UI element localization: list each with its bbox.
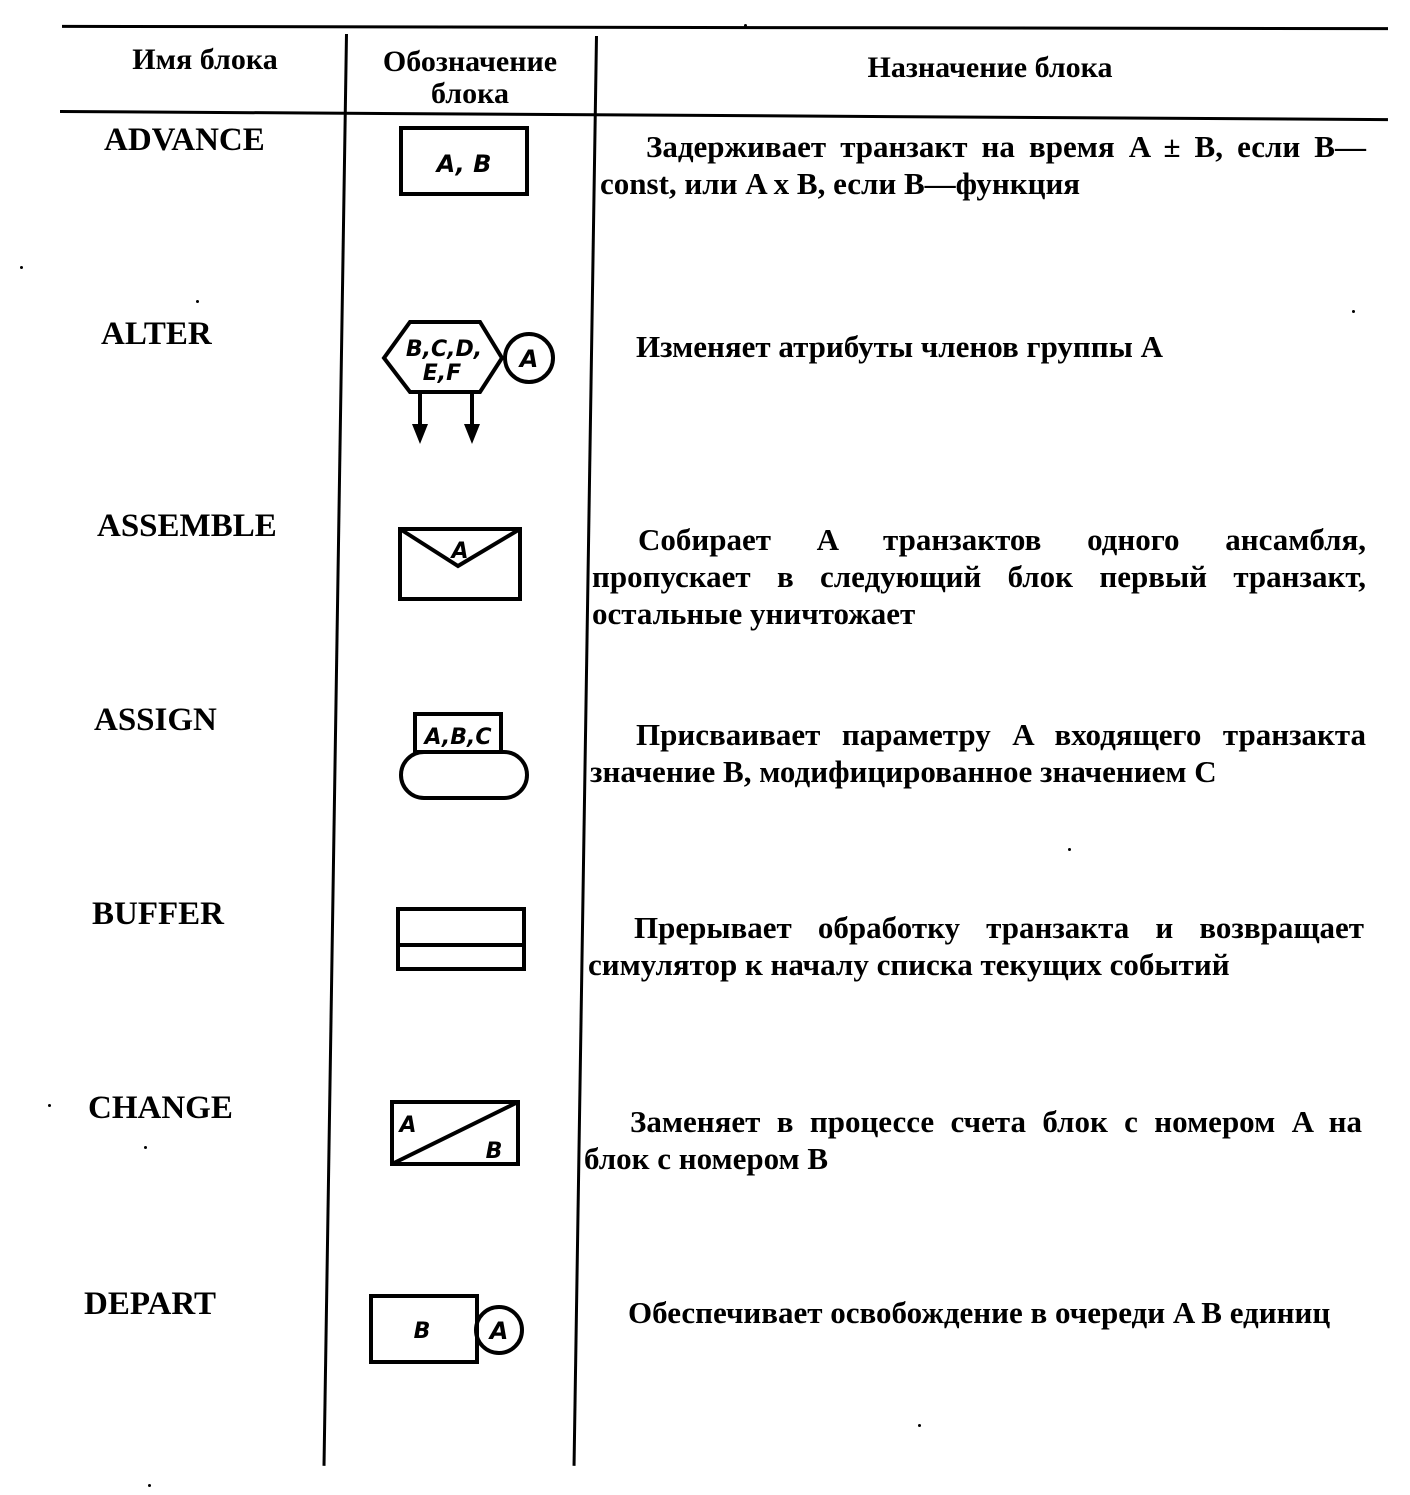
- block-desc-buffer: Прерывает обработку транзакта и возвращает симулятор к началу списка текущих событий: [588, 910, 1364, 982]
- alter-symbol-label-bottom: E,F: [422, 361, 462, 386]
- advance-symbol-label: A, B: [436, 150, 492, 178]
- header-block-name: Имя блока: [132, 43, 278, 76]
- scan-speck: [48, 1104, 51, 1107]
- block-name-buffer: BUFFER: [92, 896, 224, 932]
- scan-speck: [1352, 310, 1355, 313]
- header-rule: [60, 110, 1388, 121]
- alter-symbol: [378, 316, 568, 451]
- buffer-symbol: [392, 904, 532, 976]
- assign-symbol: [395, 708, 535, 804]
- scan-speck: [1068, 848, 1071, 851]
- block-desc-assign: Присваивает параметру A входящего транзакта значение B, модифицированное значением C: [590, 717, 1366, 789]
- block-desc-advance: Задерживает транзакт на время A ± B, если B—const, или A x B, если B—функция: [600, 129, 1366, 201]
- column-divider-1: [323, 34, 348, 1466]
- alter-symbol-label-top: B,C,D,: [405, 337, 483, 362]
- header-block-purpose: Назначение блока: [867, 51, 1113, 84]
- block-name-change: CHANGE: [88, 1090, 233, 1126]
- top-rule: [62, 25, 1388, 30]
- depart-symbol: [366, 1290, 536, 1370]
- scan-speck: [196, 300, 199, 303]
- depart-symbol-group-label: A: [489, 1317, 509, 1345]
- advance-symbol: [395, 124, 535, 204]
- block-name-assemble: ASSEMBLE: [97, 508, 277, 544]
- scan-speck: [744, 24, 747, 27]
- change-symbol-label-b: B: [485, 1139, 503, 1164]
- depart-symbol-label: B: [413, 1319, 431, 1344]
- assign-symbol-label: A,B,C: [424, 725, 492, 750]
- change-symbol: [386, 1096, 526, 1172]
- block-name-depart: DEPART: [84, 1286, 217, 1322]
- assemble-symbol: [396, 524, 526, 606]
- block-desc-alter: Изменяет атрибуты членов группы A: [636, 329, 1163, 364]
- header-block-symbol: Обозначение блока: [382, 45, 558, 110]
- assemble-symbol-label: A: [451, 539, 469, 564]
- block-name-assign: ASSIGN: [94, 702, 217, 738]
- block-desc-assemble: Собирает A транзактов одного ансамбля, пропускает в следующий блок первый транзакт, остальные уничтожает: [592, 522, 1366, 631]
- scan-speck: [148, 1484, 151, 1487]
- block-desc-depart: Обеспечивает освобождение в очереди A B единиц: [628, 1295, 1331, 1330]
- block-name-alter: ALTER: [101, 316, 212, 352]
- block-desc-change: Заменяет в процессе счета блок с номером A на блок с номером B: [584, 1104, 1362, 1176]
- scan-speck: [20, 266, 23, 269]
- scan-speck: [144, 1146, 147, 1149]
- scan-speck: [918, 1424, 921, 1427]
- alter-symbol-group-label: A: [519, 345, 539, 373]
- block-name-advance: ADVANCE: [104, 122, 265, 158]
- change-symbol-label-a: A: [399, 1113, 417, 1138]
